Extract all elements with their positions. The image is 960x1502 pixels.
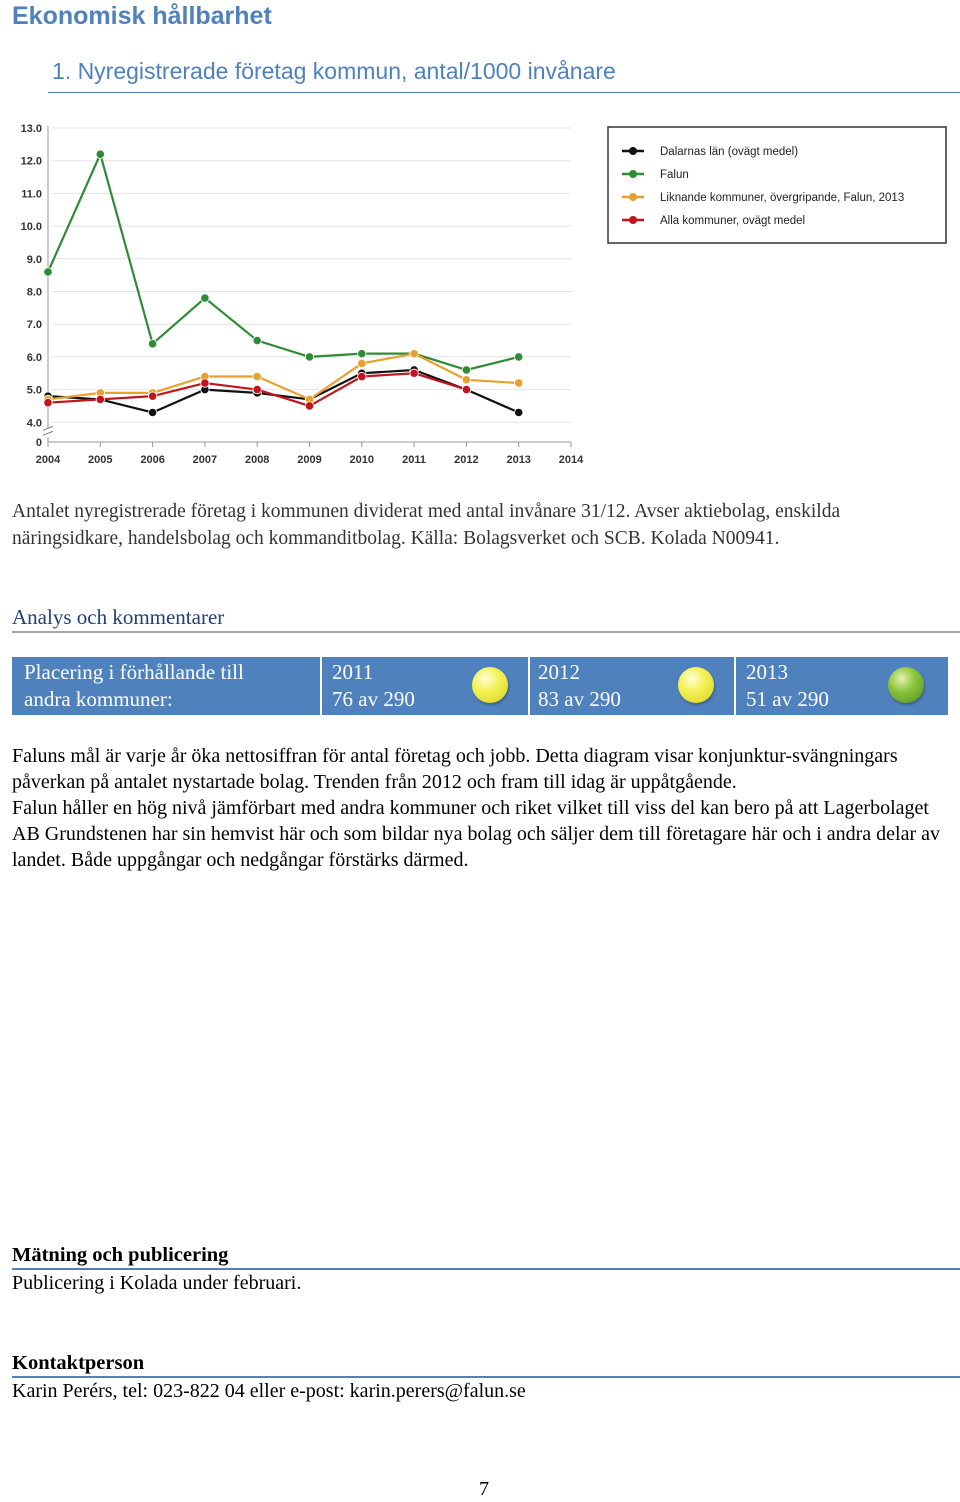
y-tick-label: 4.0 (26, 417, 42, 430)
data-point (515, 408, 523, 416)
data-point (96, 395, 104, 403)
x-tick-label: 2010 (349, 454, 375, 466)
analysis-paragraph-2: Falun håller en hög nivå jämförbart med andra kommuner och riket vilket till viss del kan bero på att Lagerbolaget AB Grundstenen har sin hemvist här och som bildar nya bolag och säljer dem till företagare här och i andra delar av landet. Både uppgångar och nedgångar förstärks därmed. (12, 797, 941, 871)
data-point (253, 336, 261, 344)
x-tick-label: 2014 (558, 454, 584, 466)
x-tick-label: 2012 (454, 454, 479, 466)
legend-label: Dalarnas län (ovägt medel) (660, 146, 799, 158)
legend-swatch-dot (629, 216, 637, 224)
legend-label: Falun (660, 169, 689, 181)
y-tick-label: 6.0 (26, 351, 42, 364)
data-point (253, 372, 261, 380)
section-heading: 1. Nyregistrerade företag kommun, antal/1000 invånare (52, 58, 616, 84)
analysis-text (12, 743, 952, 873)
ranking-band (12, 657, 948, 715)
green-status-dot-icon (888, 667, 924, 703)
ranking-2013 (736, 657, 948, 715)
data-point (201, 294, 209, 302)
ranking-year: 2011 (332, 660, 374, 684)
heading-divider (48, 92, 960, 93)
data-point (148, 340, 156, 348)
ranking-value: 76 av 290 (332, 687, 415, 711)
legend-swatch-dot (629, 147, 637, 155)
x-tick-label: 2009 (297, 454, 322, 466)
data-point (44, 398, 52, 406)
analysis-paragraph-1: Faluns mål är varje år öka nettosiffran för antal företag och jobb. Detta diagram visar konjunktur-svängningars påverkan på antalet nystartade bolag. Trenden från 2012 och fram till idag är uppåtgående. (12, 745, 898, 793)
y-tick-label: 8.0 (26, 286, 42, 299)
kontakt-text: Karin Perérs, tel: 023-822 04 eller e-post: karin.perers@falun.se (12, 1380, 526, 1402)
line-chart (10, 118, 950, 478)
ranking-label-line1: Placering i förhållande till (24, 660, 244, 684)
data-point (515, 353, 523, 361)
data-point (410, 369, 418, 377)
analys-title: Analys och kommentarer (12, 605, 225, 629)
ranking-value: 51 av 290 (746, 687, 829, 711)
ranking-label-cell (12, 657, 322, 715)
x-tick-label: 2007 (192, 454, 218, 466)
x-tick-label: 2006 (140, 454, 165, 466)
data-point (462, 376, 470, 384)
y-tick-label: 9.0 (26, 253, 42, 266)
x-tick-label: 2005 (88, 454, 113, 466)
ranking-value: 83 av 290 (538, 687, 621, 711)
data-point (201, 379, 209, 387)
data-point (148, 392, 156, 400)
data-point (44, 268, 52, 276)
y-tick-label: 0 (35, 437, 42, 449)
data-point (96, 150, 104, 158)
data-point (515, 379, 523, 387)
y-tick-label: 5.0 (26, 384, 42, 397)
data-point (148, 408, 156, 416)
analys-divider (12, 631, 960, 633)
chart-description: Antalet nyregistrerade företag i kommunen dividerat med antal invånare 31/12. Avser aktiebolag, enskilda näringsidkare, handelsbolag och kommanditbolag. Källa: Bolagsverket och SCB. Kolada N00941. (12, 501, 841, 549)
yellow-status-dot-icon (678, 667, 714, 703)
ranking-year: 2012 (538, 660, 580, 684)
data-point (462, 385, 470, 393)
matning-text: Publicering i Kolada under februari. (12, 1272, 302, 1294)
ranking-label-line2: andra kommuner: (24, 687, 173, 711)
x-tick-label: 2011 (402, 454, 427, 466)
data-point (358, 349, 366, 357)
ranking-label (24, 659, 244, 713)
legend-swatch-dot (629, 170, 637, 178)
data-point (462, 366, 470, 374)
data-point (410, 349, 418, 357)
ranking-2011 (322, 657, 530, 715)
legend-label: Alla kommuner, ovägt medel (660, 215, 806, 227)
yellow-status-dot-icon (472, 667, 508, 703)
matning-title: Mätning och publicering (12, 1244, 229, 1266)
x-tick-label: 2013 (506, 454, 531, 466)
y-tick-label: 11.0 (21, 188, 42, 201)
x-tick-label: 2004 (35, 454, 61, 466)
page-number: 7 (479, 1478, 489, 1500)
data-point (305, 402, 313, 410)
page-heading: Ekonomisk hållbarhet (12, 2, 272, 30)
y-tick-label: 13.0 (20, 123, 42, 135)
data-point (305, 353, 313, 361)
data-point (253, 385, 261, 393)
data-point (358, 372, 366, 380)
ranking-year: 2013 (746, 660, 788, 684)
kontakt-title: Kontaktperson (12, 1352, 145, 1374)
x-tick-label: 2008 (244, 454, 270, 466)
series-line (48, 370, 519, 413)
y-tick-label: 12.0 (20, 155, 42, 168)
legend-label: Liknande kommuner, övergripande, Falun, 2013 (660, 192, 905, 204)
y-tick-label: 10.0 (20, 221, 42, 234)
legend-swatch-dot (629, 193, 637, 201)
ranking-2012 (530, 657, 736, 715)
data-point (358, 359, 366, 367)
series-line (48, 154, 519, 370)
y-tick-label: 7.0 (26, 319, 42, 332)
series-line (48, 354, 519, 400)
